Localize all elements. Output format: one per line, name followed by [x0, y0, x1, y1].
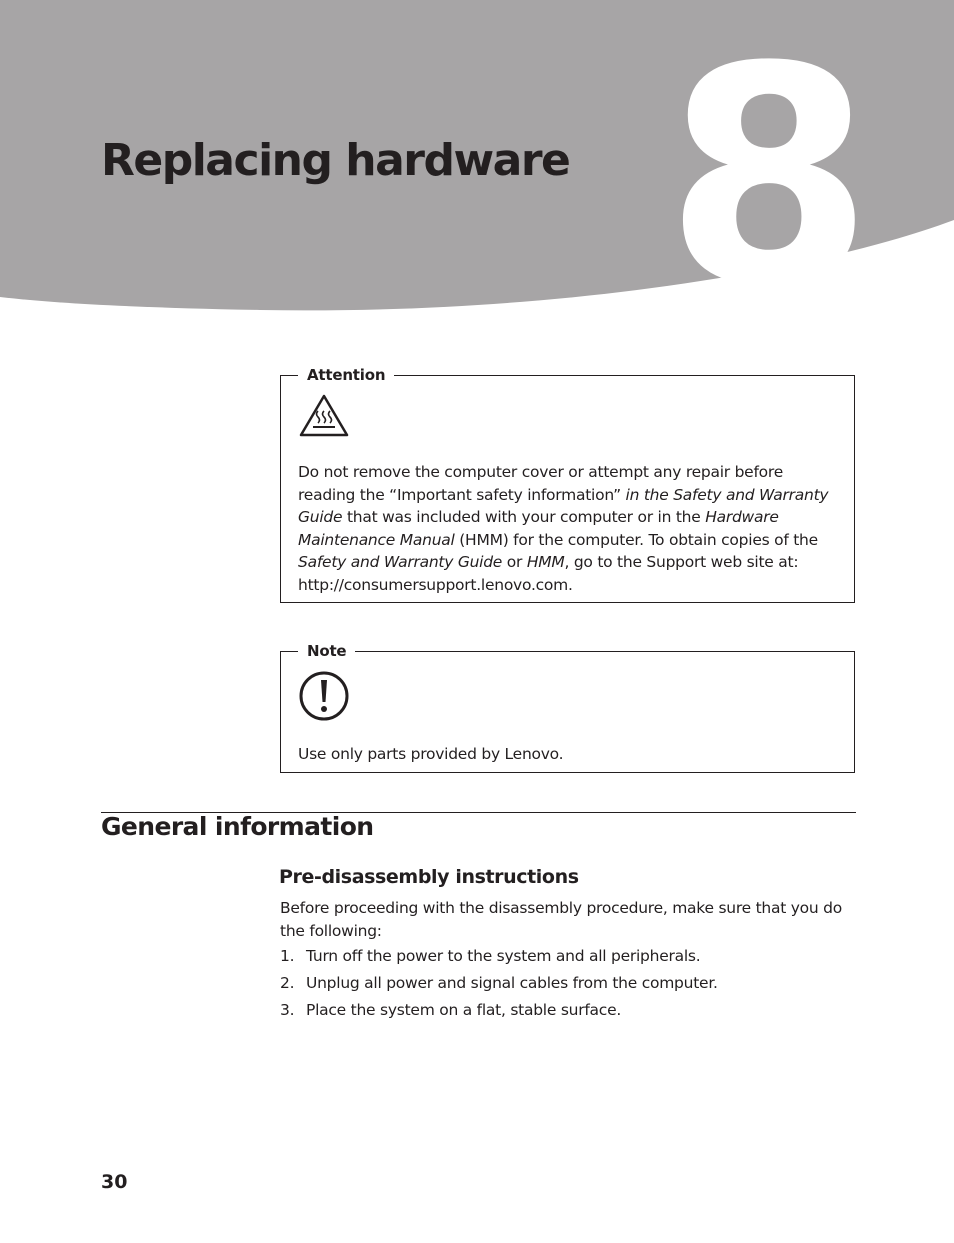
- attention-text-3: (HMM) for the computer. To obtain copies of the: [454, 530, 818, 549]
- steps-list: [280, 945, 855, 1026]
- hot-surface-warning-icon: [298, 393, 350, 443]
- attention-text-2: that was included with your computer or in the: [342, 508, 706, 526]
- chapter-title: Replacing hardware: [101, 135, 570, 186]
- attention-box: [280, 366, 855, 603]
- note-text: Use only parts provided by Lenovo.: [298, 745, 564, 763]
- step-number: 2.: [280, 974, 295, 992]
- attention-text-1: Do not remove the computer cover or attempt any repair before reading the “Important safety information”: [298, 463, 783, 504]
- step-number: 1.: [280, 947, 295, 965]
- attention-text: [298, 461, 840, 596]
- list-item: [280, 999, 855, 1026]
- step-number: 3.: [280, 1001, 295, 1019]
- step-text: Turn off the power to the system and all peripherals.: [306, 947, 701, 965]
- chapter-number: 8: [664, 3, 870, 320]
- attention-italic-2: Hardware Maintenance Manual: [298, 508, 779, 549]
- attention-text-5: , go to the Support web site at: http://consumersupport.lenovo.com.: [298, 553, 799, 594]
- list-item: [280, 945, 855, 972]
- note-legend: Note: [298, 643, 355, 660]
- note-box: [280, 642, 855, 773]
- page-number: 30: [101, 1171, 128, 1193]
- attention-legend: Attention: [298, 367, 394, 384]
- exclamation-circle-icon: [298, 670, 350, 726]
- attention-italic-4: HMM: [526, 553, 565, 571]
- attention-italic-1: in the Safety and Warranty Guide: [298, 485, 829, 526]
- step-text: Unplug all power and signal cables from the computer.: [306, 974, 718, 992]
- subsection-title: Pre-disassembly instructions: [279, 866, 579, 888]
- attention-italic-3: Safety and Warranty Guide: [298, 553, 503, 571]
- section-title: General information: [101, 812, 374, 841]
- list-item: [280, 972, 855, 999]
- step-text: Place the system on a flat, stable surface.: [306, 1001, 622, 1019]
- attention-text-4: or: [502, 553, 527, 571]
- intro-text: Before proceeding with the disassembly procedure, make sure that you do the following:: [280, 899, 842, 940]
